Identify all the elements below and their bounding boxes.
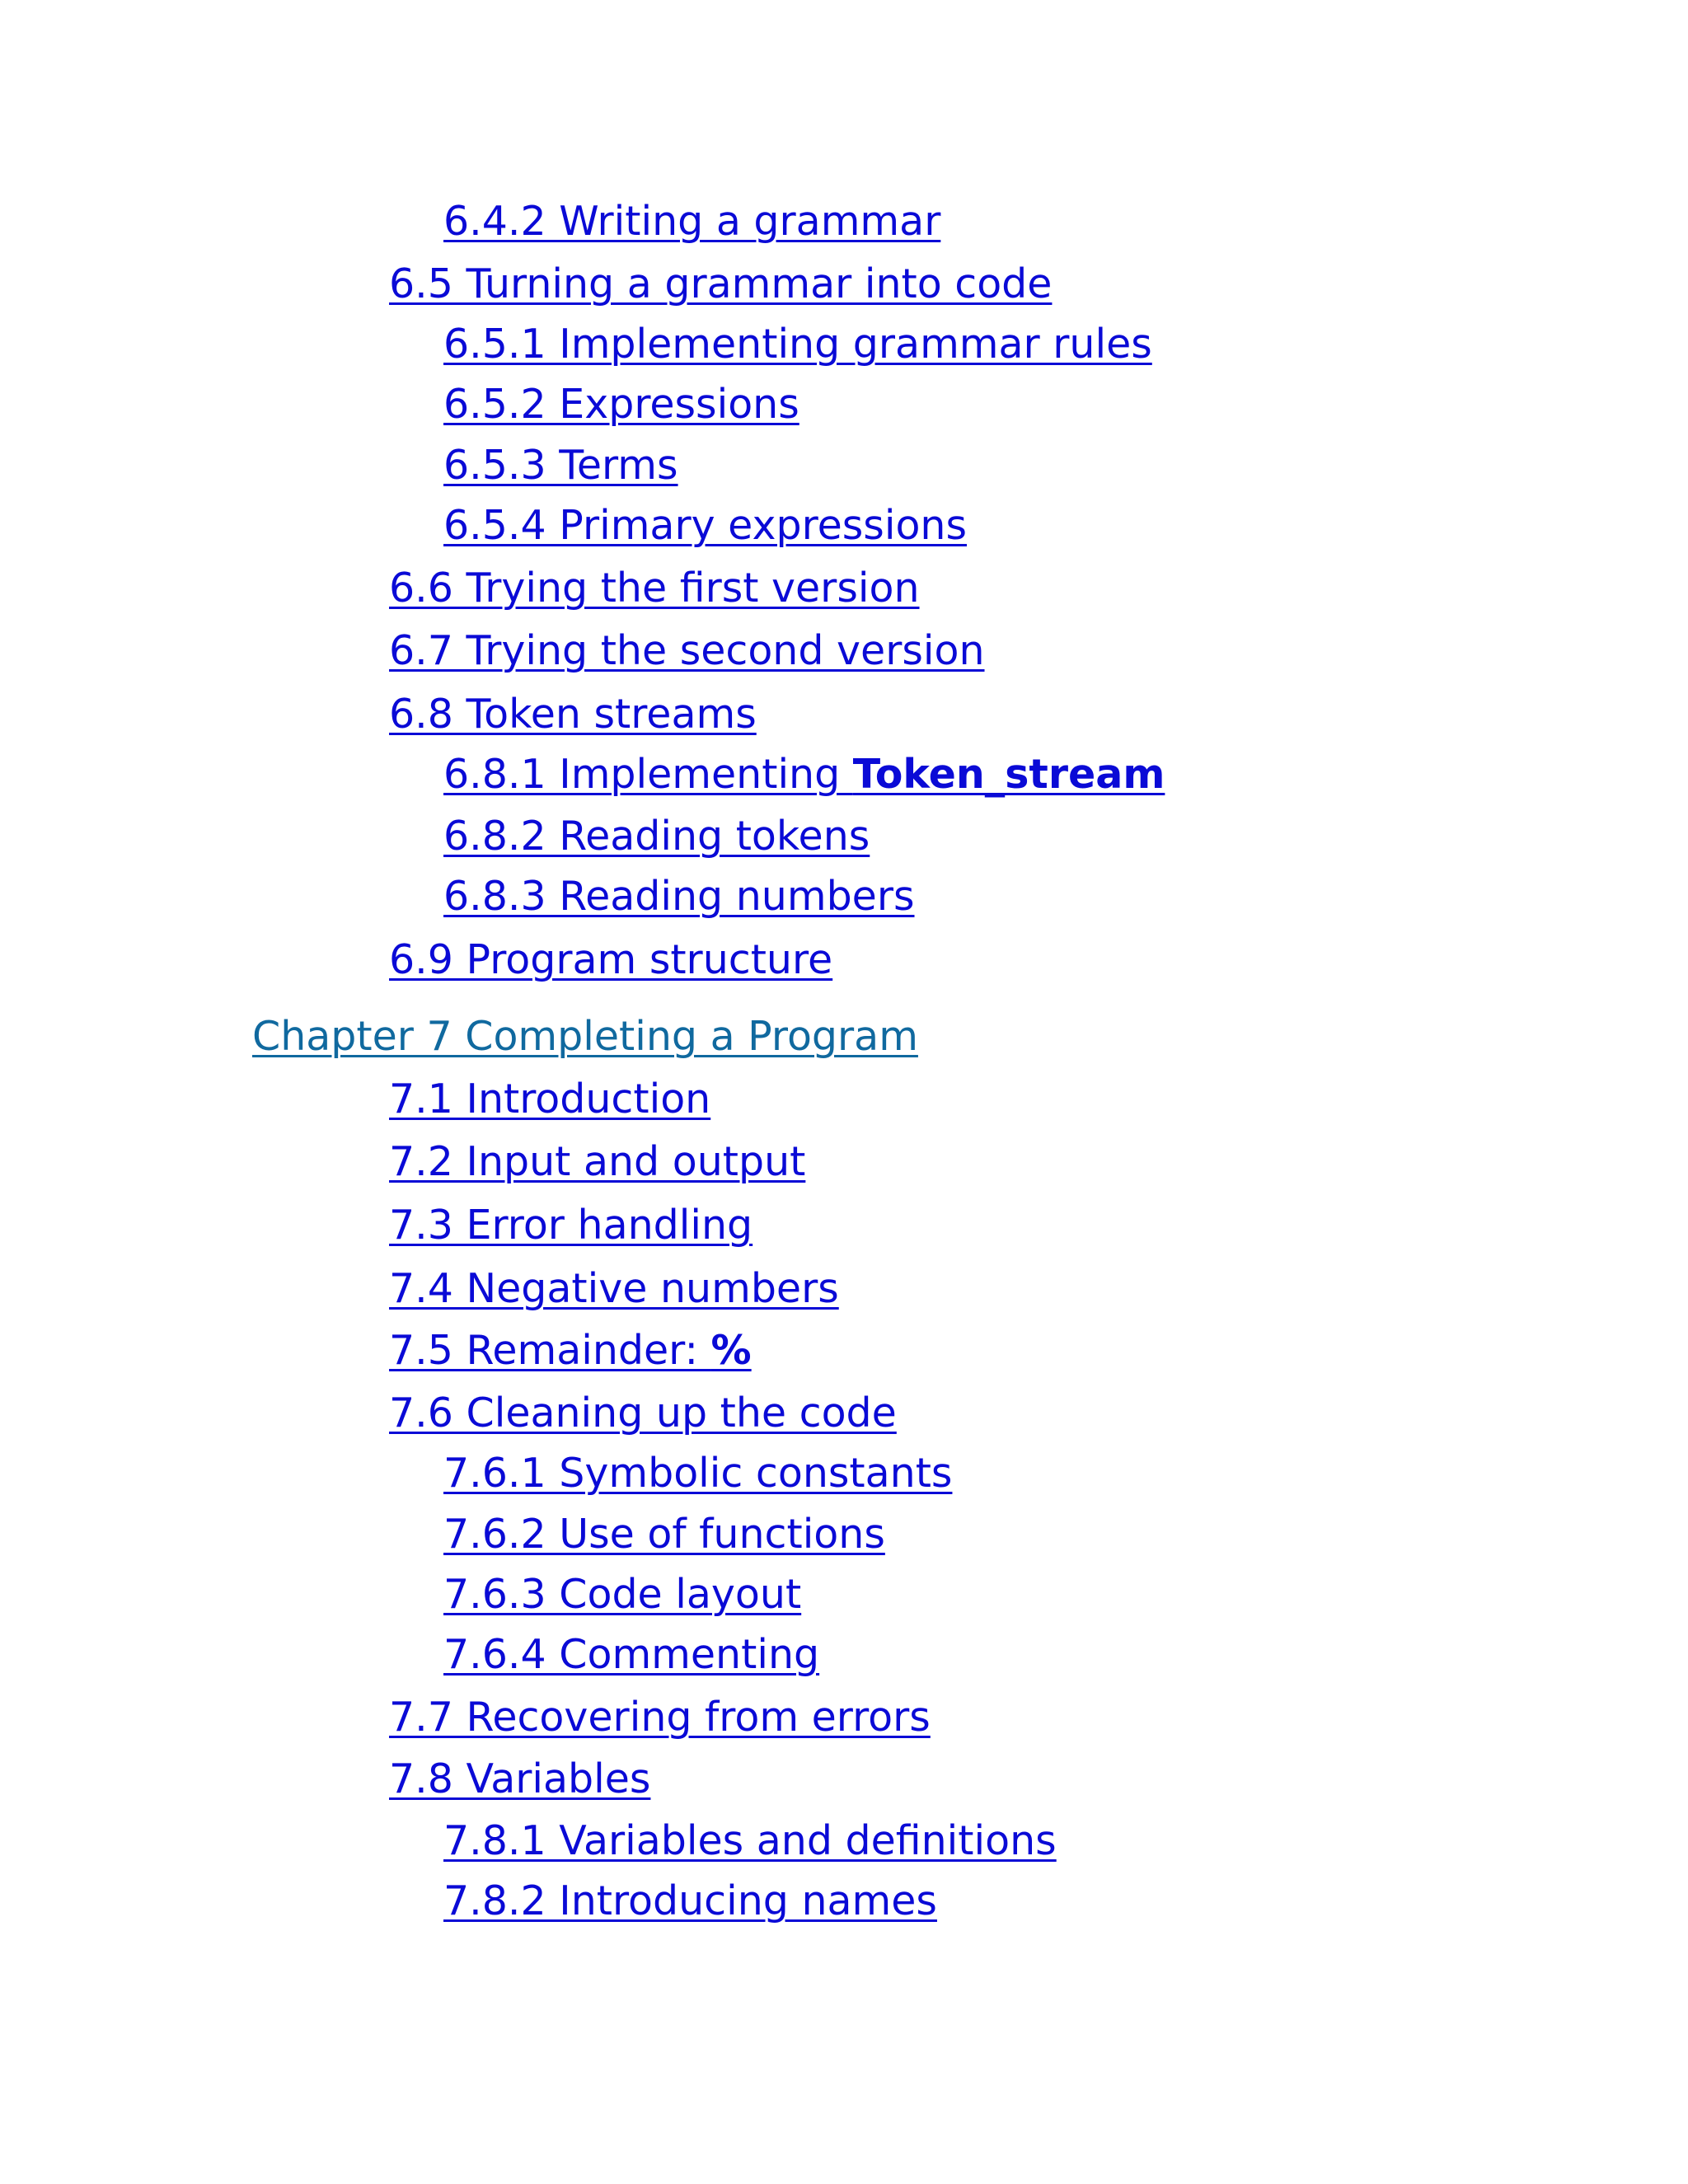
toc-link-6-5-3[interactable]: 6.5.3 Terms: [443, 442, 678, 489]
toc-link-6-8[interactable]: 6.8 Token streams: [389, 691, 757, 738]
toc-link-7-4[interactable]: 7.4 Negative numbers: [389, 1265, 839, 1312]
toc-link-6-7[interactable]: 6.7 Trying the second version: [389, 627, 985, 674]
code-token-stream: Token_stream: [852, 751, 1165, 798]
toc-link-7-6-3[interactable]: 7.6.3 Code layout: [443, 1571, 802, 1618]
toc-link-7-8[interactable]: 7.8 Variables: [389, 1755, 651, 1802]
toc-link-7-1[interactable]: 7.1 Introduction: [389, 1076, 711, 1122]
toc-link-chapter-7[interactable]: Chapter 7 Completing a Program: [252, 1013, 918, 1060]
toc-link-7-5[interactable]: 7.5 Remainder: %: [389, 1327, 752, 1374]
toc-link-6-6[interactable]: 6.6 Trying the first version: [389, 565, 920, 612]
toc-link-7-6-4[interactable]: 7.6.4 Commenting: [443, 1631, 820, 1678]
toc-link-7-8-1[interactable]: 7.8.1 Variables and definitions: [443, 1817, 1057, 1864]
toc-link-7-8-2[interactable]: 7.8.2 Introducing names: [443, 1877, 937, 1924]
toc-link-6-8-1[interactable]: 6.8.1 Implementing Token_stream: [443, 751, 1165, 798]
toc-link-7-3[interactable]: 7.3 Error handling: [389, 1202, 753, 1249]
toc-link-6-4-2[interactable]: 6.4.2 Writing a grammar: [443, 198, 941, 245]
toc-link-6-8-3[interactable]: 6.8.3 Reading numbers: [443, 873, 915, 920]
toc-link-6-5-1[interactable]: 6.5.1 Implementing grammar rules: [443, 321, 1152, 368]
toc-link-7-6-2[interactable]: 7.6.2 Use of functions: [443, 1511, 885, 1558]
toc-link-6-5-2[interactable]: 6.5.2 Expressions: [443, 381, 799, 428]
toc-link-6-5-4[interactable]: 6.5.4 Primary expressions: [443, 502, 968, 549]
toc-link-7-6-1[interactable]: 7.6.1 Symbolic constants: [443, 1450, 953, 1497]
toc-link-7-2[interactable]: 7.2 Input and output: [389, 1138, 806, 1185]
toc-link-7-6[interactable]: 7.6 Cleaning up the code: [389, 1390, 897, 1436]
code-percent: %: [710, 1327, 752, 1374]
toc-link-6-9[interactable]: 6.9 Program structure: [389, 936, 833, 983]
toc-link-6-8-2[interactable]: 6.8.2 Reading tokens: [443, 813, 870, 860]
toc-link-7-7[interactable]: 7.7 Recovering from errors: [389, 1694, 931, 1741]
toc-link-6-5[interactable]: 6.5 Turning a grammar into code: [389, 260, 1053, 307]
